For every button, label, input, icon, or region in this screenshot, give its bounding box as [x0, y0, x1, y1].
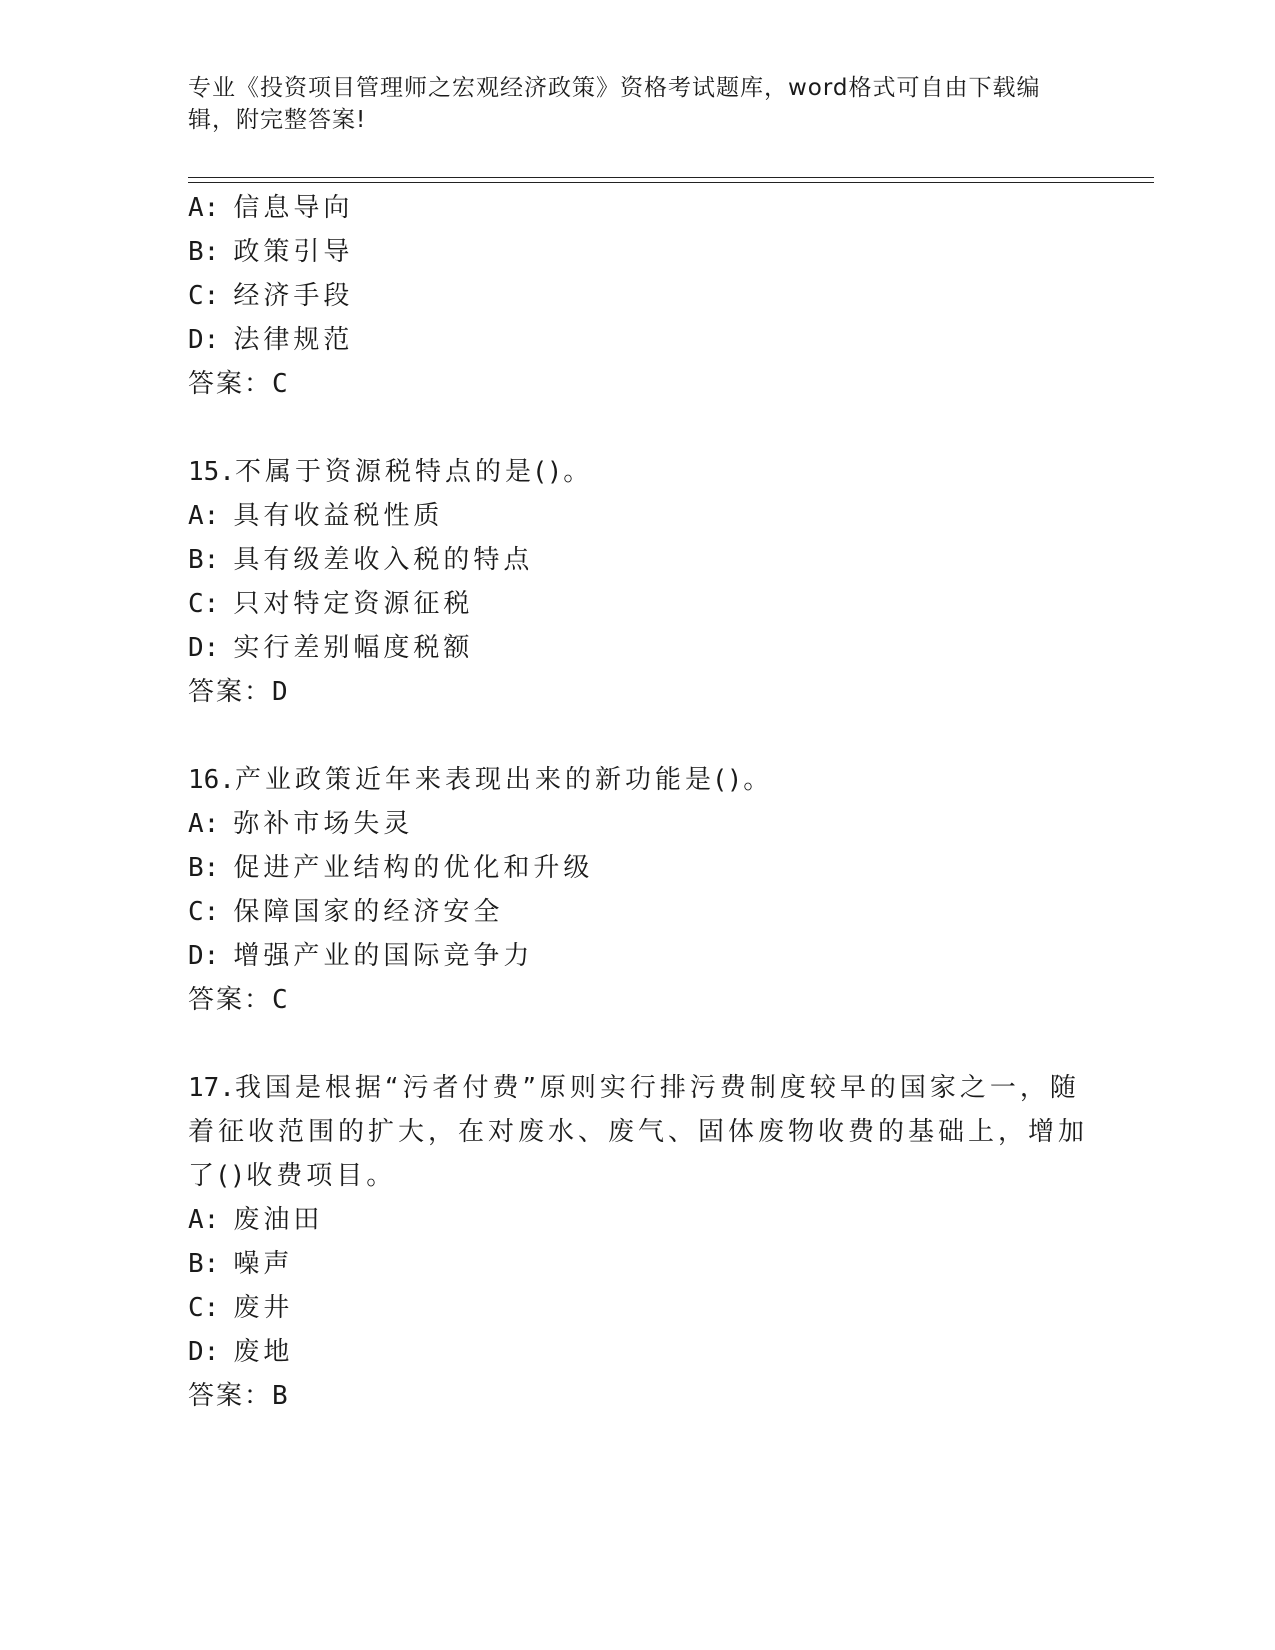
partial-option-a — [188, 192, 353, 224]
option-label: B: — [188, 1249, 220, 1279]
question-15-option-a — [188, 500, 443, 532]
question-15-option-b — [188, 544, 533, 576]
option-label: B: — [188, 853, 220, 883]
header-divider-top — [188, 177, 1154, 178]
option-text: 废油田 — [233, 1205, 324, 1235]
option-text: 弥补市场失灵 — [233, 809, 414, 839]
option-label: C: — [188, 589, 220, 619]
answer-label: 答案： — [188, 677, 273, 707]
question-number: 17. — [188, 1073, 235, 1103]
option-text: 保障国家的经济安全 — [233, 897, 504, 927]
question-15-answer — [188, 676, 288, 708]
answer-value: B — [272, 1381, 288, 1411]
option-label: D: — [188, 1337, 220, 1367]
option-text: 具有级差收入税的特点 — [233, 545, 534, 575]
partial-answer — [188, 368, 288, 400]
option-label: C: — [188, 1293, 220, 1323]
partial-option-b — [188, 236, 353, 268]
question-16-option-c — [188, 896, 503, 928]
question-17-option-d — [188, 1336, 293, 1368]
option-label: B: — [188, 545, 220, 575]
option-text: 法律规范 — [233, 325, 354, 355]
option-label: A: — [188, 501, 220, 531]
option-label: A: — [188, 193, 220, 223]
option-label: C: — [188, 281, 220, 311]
question-text: 我国是根据“污者付费”原则实行排污费制度较早的国家之一，随 — [234, 1073, 1080, 1103]
question-17-option-c — [188, 1292, 293, 1324]
option-text: 政策引导 — [233, 237, 354, 267]
question-16-option-a — [188, 808, 413, 840]
question-17-option-a — [188, 1204, 323, 1236]
question-text: 着征收范围的扩大，在对废水、废气、固体废物收费的基础上，增加 — [188, 1117, 1089, 1147]
question-number: 16. — [188, 765, 235, 795]
option-text: 增强产业的国际竞争力 — [233, 941, 534, 971]
option-text: 噪声 — [233, 1249, 294, 1279]
header-note: 专业《投资项目管理师之宏观经济政策》资格考试题库，word格式可自由下载编辑，附完整答案! — [188, 75, 1041, 133]
question-17-stem-line-2 — [188, 1116, 1088, 1148]
partial-option-d — [188, 324, 353, 356]
option-label: C: — [188, 897, 220, 927]
question-17-stem-line-1 — [188, 1072, 1080, 1104]
option-text: 促进产业结构的优化和升级 — [233, 853, 594, 883]
question-16-option-b — [188, 852, 593, 884]
answer-label: 答案： — [188, 1381, 273, 1411]
answer-label: 答案： — [188, 985, 273, 1015]
question-15-stem — [188, 456, 593, 488]
option-label: D: — [188, 325, 220, 355]
option-label: B: — [188, 237, 220, 267]
partial-option-c — [188, 280, 353, 312]
question-17-answer — [188, 1380, 288, 1412]
answer-value: D — [272, 677, 288, 707]
question-text: 不属于资源税特点的是()。 — [234, 457, 594, 487]
option-text: 废井 — [233, 1293, 294, 1323]
question-17-option-b — [188, 1248, 293, 1280]
option-text: 信息导向 — [233, 193, 354, 223]
question-15-option-c — [188, 588, 473, 620]
option-text: 只对特定资源征税 — [233, 589, 474, 619]
question-text: 了()收费项目。 — [188, 1161, 397, 1191]
question-number: 15. — [188, 457, 235, 487]
option-label: D: — [188, 633, 220, 663]
header-divider-bottom — [188, 182, 1154, 183]
option-text: 废地 — [233, 1337, 294, 1367]
question-16-stem — [188, 764, 773, 796]
question-16-option-d — [188, 940, 533, 972]
option-text: 实行差别幅度税额 — [233, 633, 474, 663]
question-text: 产业政策近年来表现出来的新功能是()。 — [234, 765, 774, 795]
question-17-stem-line-3 — [188, 1160, 396, 1192]
option-text: 具有收益税性质 — [233, 501, 444, 531]
option-label: A: — [188, 809, 220, 839]
question-15-option-d — [188, 632, 473, 664]
question-16-answer — [188, 984, 288, 1016]
answer-value: C — [272, 369, 288, 399]
answer-value: C — [272, 985, 288, 1015]
option-label: A: — [188, 1205, 220, 1235]
answer-label: 答案： — [188, 369, 273, 399]
option-text: 经济手段 — [233, 281, 354, 311]
option-label: D: — [188, 941, 220, 971]
